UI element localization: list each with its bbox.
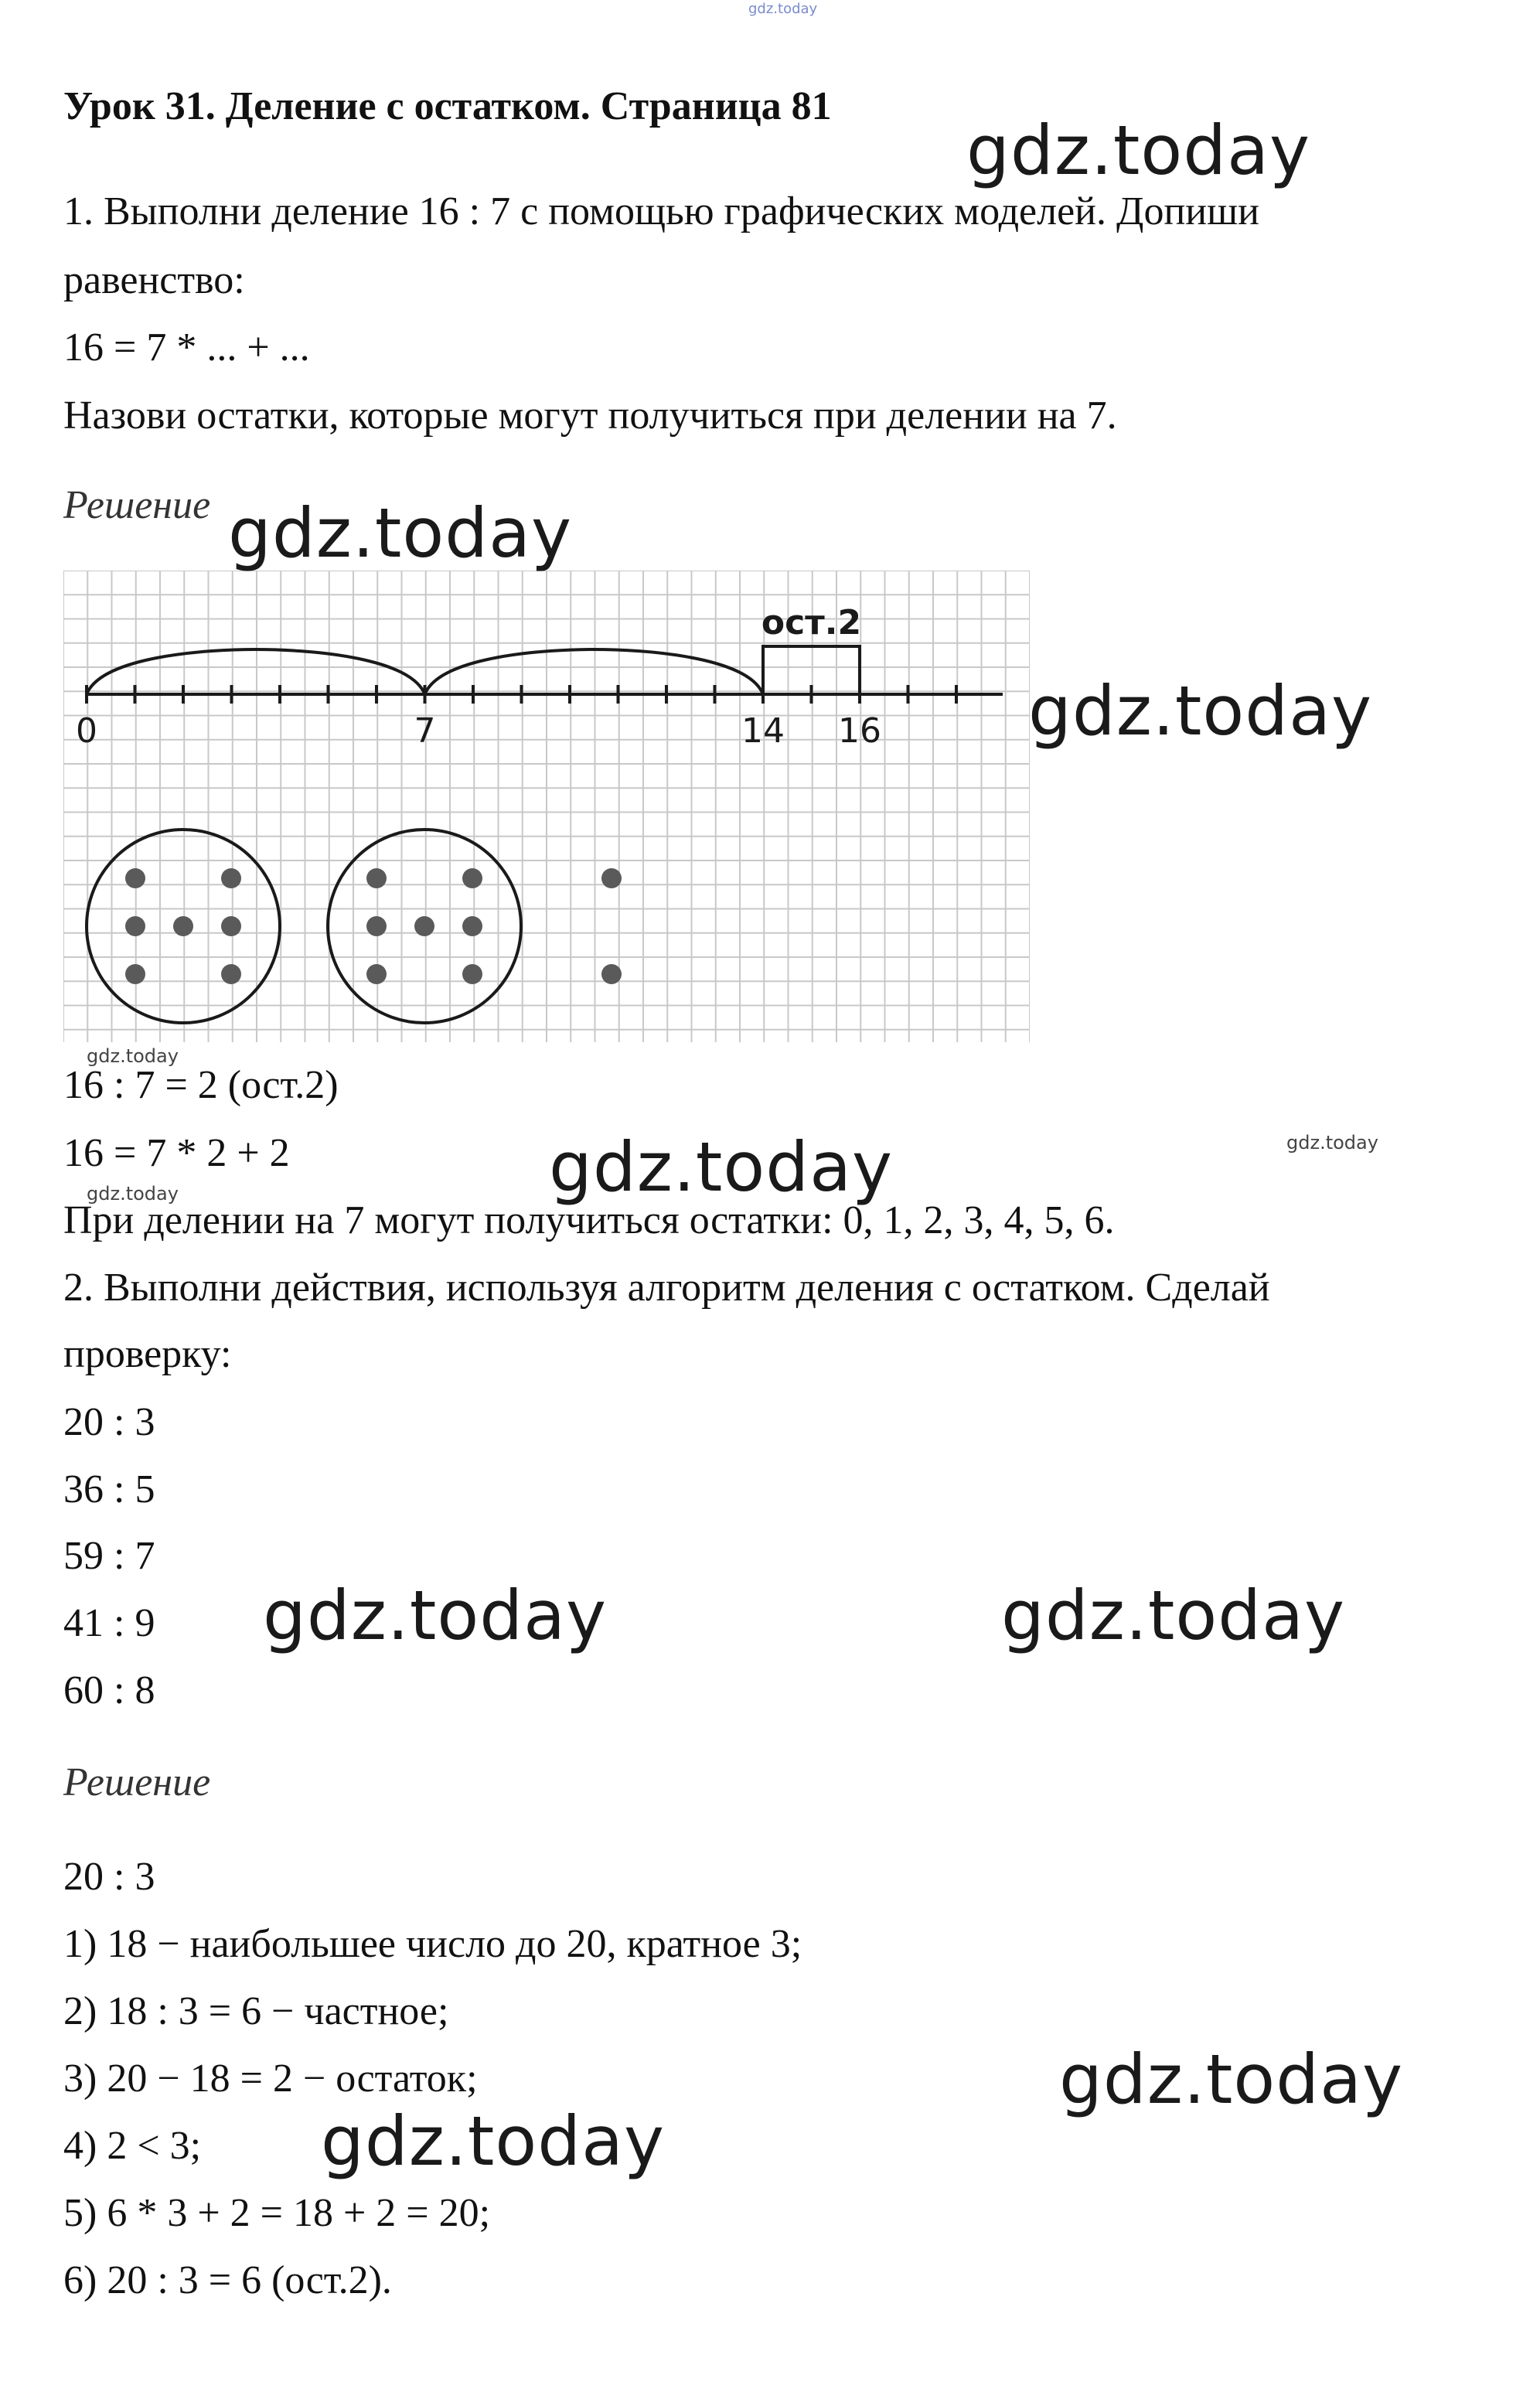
group-dot — [221, 868, 241, 888]
step-4: 4) 2 < 3; — [63, 2124, 202, 2168]
group-dot — [366, 916, 387, 936]
remainder-label: ост.2 — [761, 603, 862, 642]
watermark-4: gdz.today — [549, 1127, 894, 1207]
page-title: Урок 31. Деление с остатком. Страница 81 — [63, 84, 832, 128]
example-1: 20 : 3 — [63, 1400, 155, 1444]
watermark-top: gdz.today — [748, 1, 818, 17]
group-arc — [87, 649, 425, 694]
watermark-2: gdz.today — [228, 493, 573, 573]
answer-line-3: При делении на 7 могут получиться остатки: 0, 1, 2, 3, 4, 5, 6. — [63, 1198, 1115, 1242]
task1-line4: Назови остатки, которые могут получиться при делении на 7. — [63, 394, 1117, 438]
watermark-5: gdz.today — [263, 1576, 608, 1655]
watermark-7: gdz.today — [1059, 2040, 1404, 2119]
watermark-3: gdz.today — [1028, 671, 1373, 751]
group-dot — [125, 916, 145, 936]
solution-label-1: Решение — [63, 483, 211, 527]
group-dot — [414, 916, 434, 936]
number-line — [76, 603, 1003, 751]
answer-line-2: 16 = 7 * 2 + 2 — [63, 1131, 290, 1175]
watermark-small-2: gdz.today — [87, 1183, 179, 1205]
example-2: 36 : 5 — [63, 1467, 155, 1511]
group-dot — [462, 868, 482, 888]
task1-line1: 1. Выполни деление 16 : 7 с помощью графических моделей. Допиши — [63, 189, 1259, 233]
watermark-small-1: gdz.today — [87, 1045, 179, 1067]
answer-line-1: 16 : 7 = 2 (ост.2) — [63, 1063, 339, 1107]
group-dot — [462, 916, 482, 936]
step-1: 1) 18 − наибольшее число до 20, кратное 3; — [63, 1922, 802, 1966]
leftover-dot — [601, 964, 622, 984]
axis-label: 7 — [414, 711, 436, 751]
group-dot — [462, 964, 482, 984]
step-2: 2) 18 : 3 = 6 − частное; — [63, 1989, 449, 2033]
axis-label: 14 — [741, 711, 785, 751]
group-dot — [125, 868, 145, 888]
step-6: 6) 20 : 3 = 6 (ост.2). — [63, 2258, 392, 2302]
division-model-figure — [63, 571, 1030, 1042]
group-dot — [125, 964, 145, 984]
group-dot — [173, 916, 193, 936]
task1-line2: равенство: — [63, 258, 245, 302]
example-5: 60 : 8 — [63, 1668, 155, 1712]
task2-line1: 2. Выполни действия, используя алгоритм деления с остатком. Сделай — [63, 1266, 1270, 1310]
step-5: 5) 6 * 3 + 2 = 18 + 2 = 20; — [63, 2191, 491, 2235]
step-3: 3) 20 − 18 = 2 − остаток; — [63, 2057, 478, 2101]
example-3: 59 : 7 — [63, 1534, 155, 1578]
steps-title: 20 : 3 — [63, 1855, 155, 1899]
watermark-8: gdz.today — [321, 2101, 666, 2181]
leftover-dot — [601, 868, 622, 888]
watermark-small-3: gdz.today — [1286, 1132, 1378, 1154]
task1-line3: 16 = 7 * ... + ... — [63, 325, 310, 370]
watermark-6: gdz.today — [1001, 1576, 1346, 1655]
axis-label: 0 — [76, 711, 97, 751]
group-dot — [366, 868, 387, 888]
grid-background — [63, 571, 1030, 1042]
task2-line2: проверку: — [63, 1332, 232, 1376]
solution-label-2: Решение — [63, 1760, 211, 1804]
example-4: 41 : 9 — [63, 1601, 155, 1645]
watermark-1: gdz.today — [966, 111, 1311, 190]
axis-label: 16 — [838, 711, 881, 751]
group-dot — [366, 964, 387, 984]
group-arc — [425, 649, 764, 694]
group-dot — [221, 964, 241, 984]
group-dot — [221, 916, 241, 936]
